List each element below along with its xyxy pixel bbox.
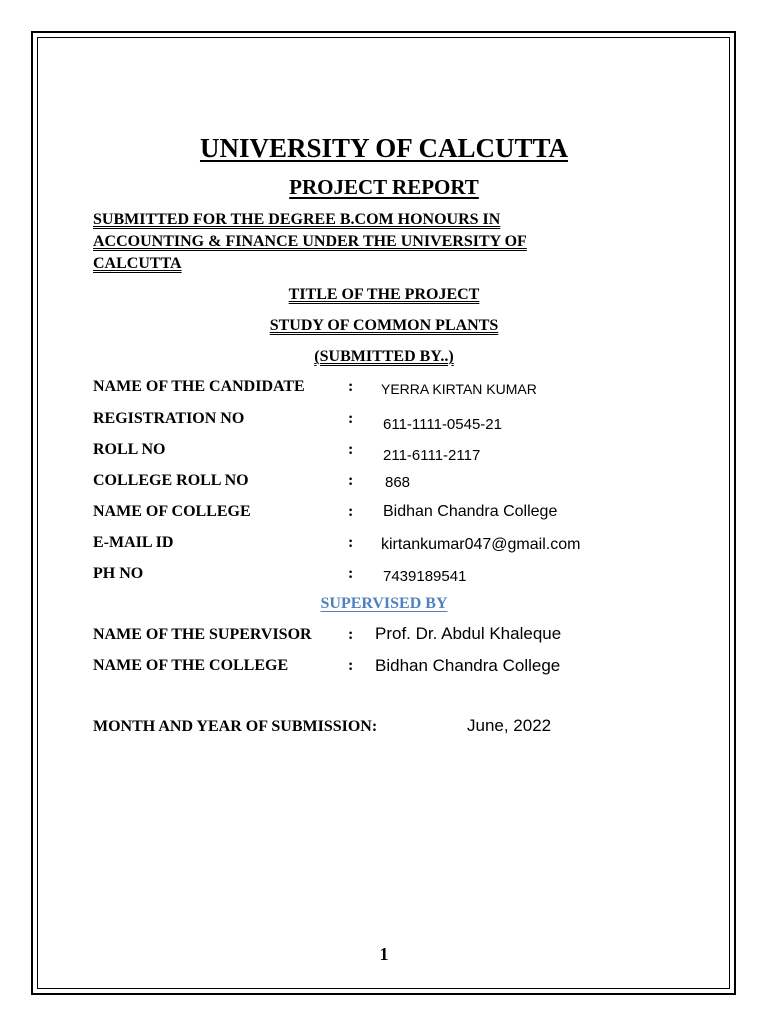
phone-colon: : bbox=[348, 565, 354, 582]
roll-no-label: ROLL NO bbox=[93, 441, 166, 458]
college-name-value: Bidhan Chandra College bbox=[383, 503, 558, 520]
supervised-by-heading: SUPERVISED BY bbox=[320, 595, 448, 612]
supervisor-college-value: Bidhan Chandra College bbox=[375, 656, 561, 675]
college-roll-no-colon: : bbox=[348, 472, 354, 489]
phone-label: PH NO bbox=[93, 565, 144, 582]
supervisor-college-colon: : bbox=[348, 657, 354, 674]
roll-no-colon: : bbox=[348, 441, 354, 458]
college-roll-no-label: COLLEGE ROLL NO bbox=[93, 472, 249, 489]
candidate-name-label: NAME OF THE CANDIDATE bbox=[93, 378, 305, 395]
candidate-name-colon: : bbox=[348, 378, 354, 395]
email-label: E-MAIL ID bbox=[93, 534, 174, 551]
roll-no-value: 211-6111-2117 bbox=[383, 447, 481, 464]
title-heading: TITLE OF THE PROJECT bbox=[288, 286, 480, 303]
email-colon: : bbox=[348, 534, 354, 551]
submitted-for-line-3: CALCUTTA bbox=[93, 255, 182, 272]
college-name-label: NAME OF COLLEGE bbox=[93, 503, 251, 520]
college-roll-no-value: 868 bbox=[385, 474, 411, 491]
registration-no-label: REGISTRATION NO bbox=[93, 410, 245, 427]
candidate-name-value: YERRA KIRTAN KUMAR bbox=[381, 381, 537, 397]
supervisor-college-label: NAME OF THE COLLEGE bbox=[93, 657, 289, 674]
email-value: kirtankumar047@gmail.com bbox=[381, 536, 581, 553]
phone-value: 7439189541 bbox=[383, 568, 467, 585]
college-name-colon: : bbox=[348, 503, 354, 520]
submitted-by-heading: (SUBMITTED BY..) bbox=[314, 348, 454, 365]
university-title: UNIVERSITY OF CALCUTTA bbox=[199, 133, 569, 163]
registration-no-value: 611-1111-0545-21 bbox=[383, 416, 502, 433]
submitted-for-line-1: SUBMITTED FOR THE DEGREE B.COM HONOURS IN bbox=[93, 211, 501, 228]
project-title: STUDY OF COMMON PLANTS bbox=[269, 317, 499, 334]
submission-value: June, 2022 bbox=[467, 716, 552, 735]
submitted-for-line-2: ACCOUNTING & FINANCE UNDER THE UNIVERSITY OF bbox=[93, 233, 527, 250]
submission-label: MONTH AND YEAR OF SUBMISSION: bbox=[93, 718, 378, 735]
supervisor-name-value: Prof. Dr. Abdul Khaleque bbox=[375, 624, 562, 643]
supervisor-name-label: NAME OF THE SUPERVISOR bbox=[93, 626, 312, 643]
registration-no-colon: : bbox=[348, 410, 354, 427]
supervisor-name-colon: : bbox=[348, 626, 354, 643]
page-number: 1 bbox=[379, 944, 389, 964]
report-type: PROJECT REPORT bbox=[289, 175, 479, 199]
